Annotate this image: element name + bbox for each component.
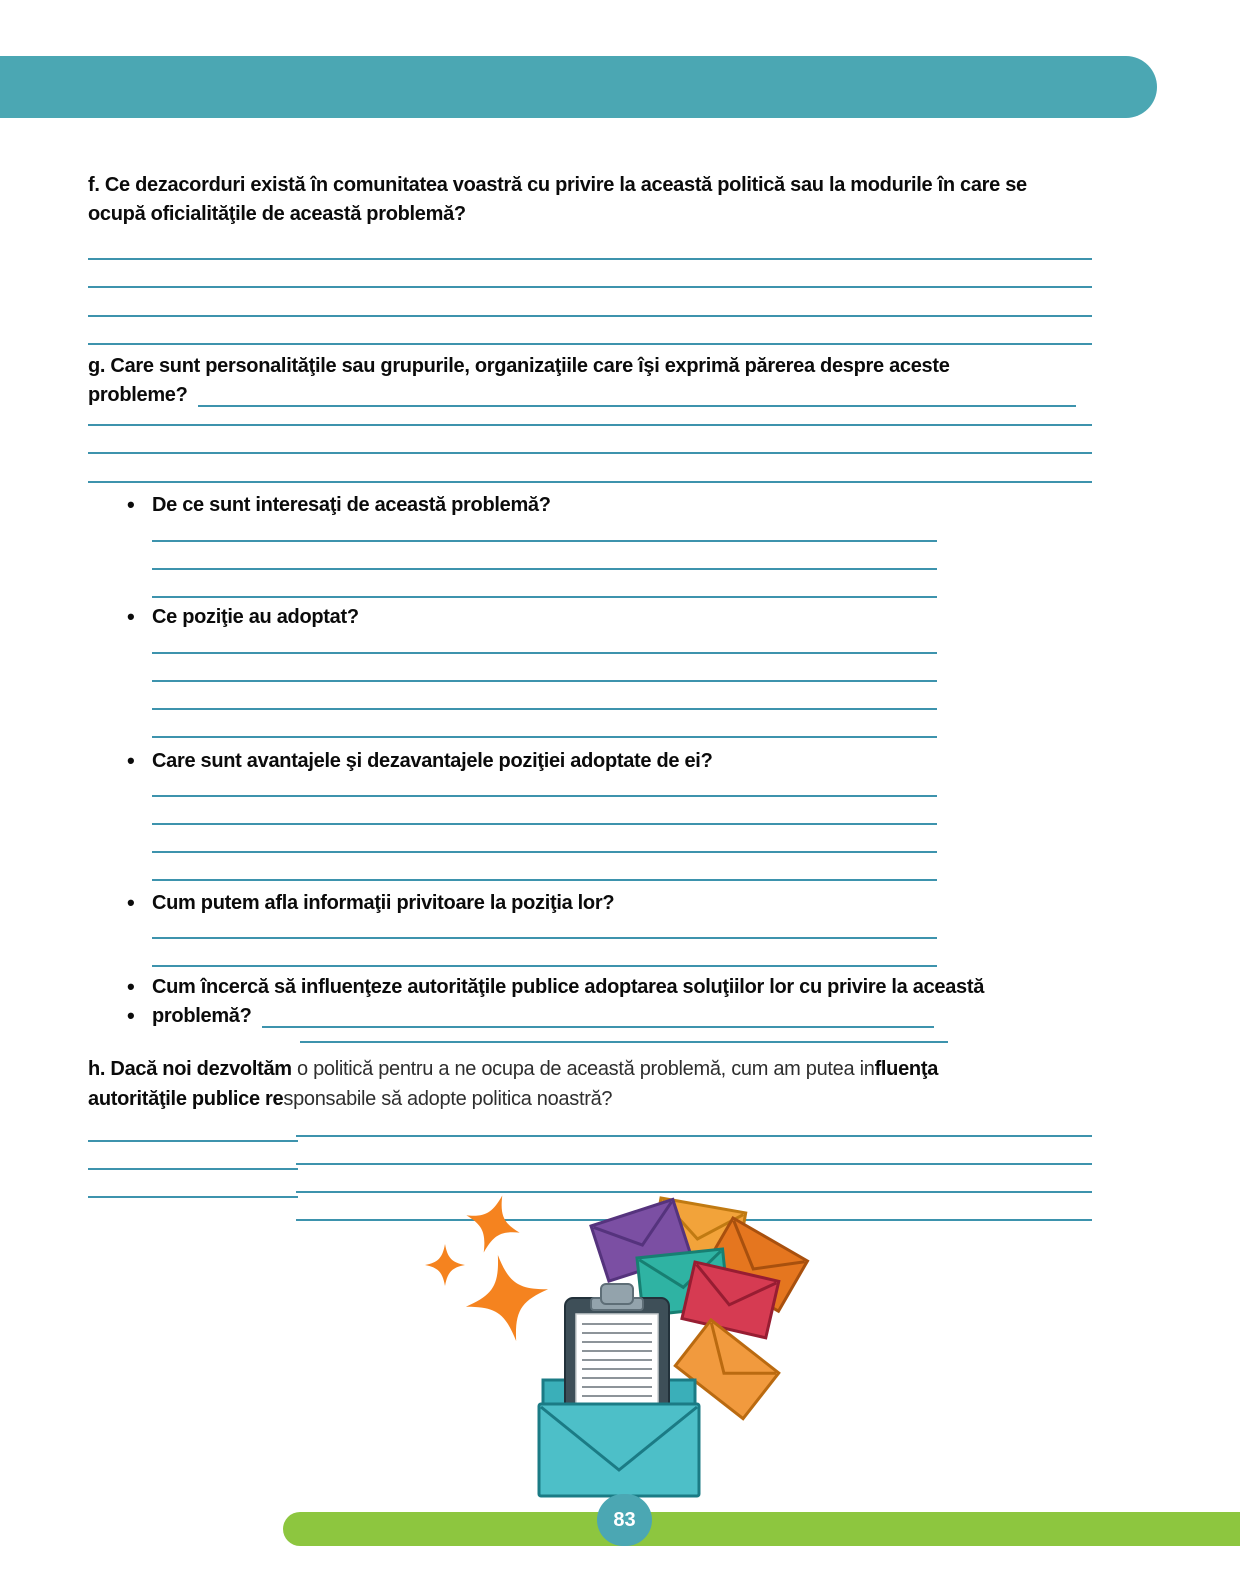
answer-line bbox=[88, 1140, 298, 1142]
footer-bar bbox=[283, 1512, 1240, 1546]
answer-line bbox=[198, 405, 1076, 407]
answer-line bbox=[88, 315, 1092, 317]
answer-line bbox=[152, 823, 937, 825]
question-f-line2: ocupă oficialităţile de această problemă? bbox=[88, 203, 466, 225]
open-envelope-front bbox=[539, 1404, 699, 1496]
answer-line bbox=[152, 568, 937, 570]
answer-line bbox=[152, 879, 937, 881]
bullet-item: • Cum putem afla informaţii privitoare la poziţia lor? bbox=[122, 889, 614, 918]
bullet-item: • De ce sunt interesaţi de această problemă? bbox=[122, 491, 551, 520]
question-f-line1: f. Ce dezacorduri există în comunitatea voastră cu privire la această politică sau la modurile în care se bbox=[88, 174, 1027, 196]
answer-line bbox=[88, 452, 1092, 454]
question-g-line2: probleme? bbox=[88, 384, 188, 406]
answer-line bbox=[152, 736, 937, 738]
bullet-item: • Care sunt avantajele şi dezavantajele poziţiei adoptate de ei? bbox=[122, 747, 712, 776]
answer-line bbox=[88, 343, 1092, 345]
question-h-bold: fluenţa bbox=[874, 1058, 939, 1080]
page-number: 83 bbox=[613, 1508, 636, 1531]
answer-line bbox=[88, 258, 1092, 260]
answer-line bbox=[152, 540, 937, 542]
answer-line bbox=[152, 680, 937, 682]
page-number-badge bbox=[597, 1494, 652, 1546]
answer-line bbox=[152, 965, 937, 967]
bullet-item: • Ce poziţie au adoptat? bbox=[122, 603, 359, 632]
answer-line bbox=[88, 424, 1092, 426]
bullet-item-continued: • problemă? bbox=[152, 1005, 252, 1027]
answer-line bbox=[88, 286, 1092, 288]
answer-line bbox=[152, 708, 937, 710]
answer-line bbox=[296, 1163, 1092, 1165]
mail-illustration bbox=[415, 1192, 835, 1502]
answer-line bbox=[262, 1026, 934, 1028]
answer-line bbox=[300, 1041, 948, 1043]
answer-line bbox=[152, 851, 937, 853]
header-bar bbox=[0, 56, 1157, 118]
question-h-regular: sponsabile să adopte politica noastră? bbox=[283, 1088, 613, 1110]
question-h-bold: h. Dacă noi dezvoltăm bbox=[88, 1058, 292, 1080]
bullet-item: • Cum încercă să influenţeze autorităţile publice adoptarea soluţiilor lor cu privire la această bbox=[122, 973, 984, 1002]
answer-line bbox=[152, 795, 937, 797]
answer-line bbox=[88, 1168, 298, 1170]
sparkle-icon bbox=[425, 1192, 557, 1350]
question-h-regular: o politică pentru a ne ocupa de această problemă, cum am putea in bbox=[291, 1058, 875, 1080]
answer-line bbox=[152, 652, 937, 654]
question-g-line1: g. Care sunt personalităţile sau grupurile, organizaţiile care îşi exprimă părerea despre aceste bbox=[88, 355, 950, 377]
answer-line bbox=[88, 1196, 298, 1198]
answer-line bbox=[152, 937, 937, 939]
answer-line bbox=[88, 481, 1092, 483]
question-h-bold: autorităţile publice re bbox=[88, 1088, 284, 1110]
answer-line bbox=[296, 1135, 1092, 1137]
answer-line bbox=[152, 596, 937, 598]
